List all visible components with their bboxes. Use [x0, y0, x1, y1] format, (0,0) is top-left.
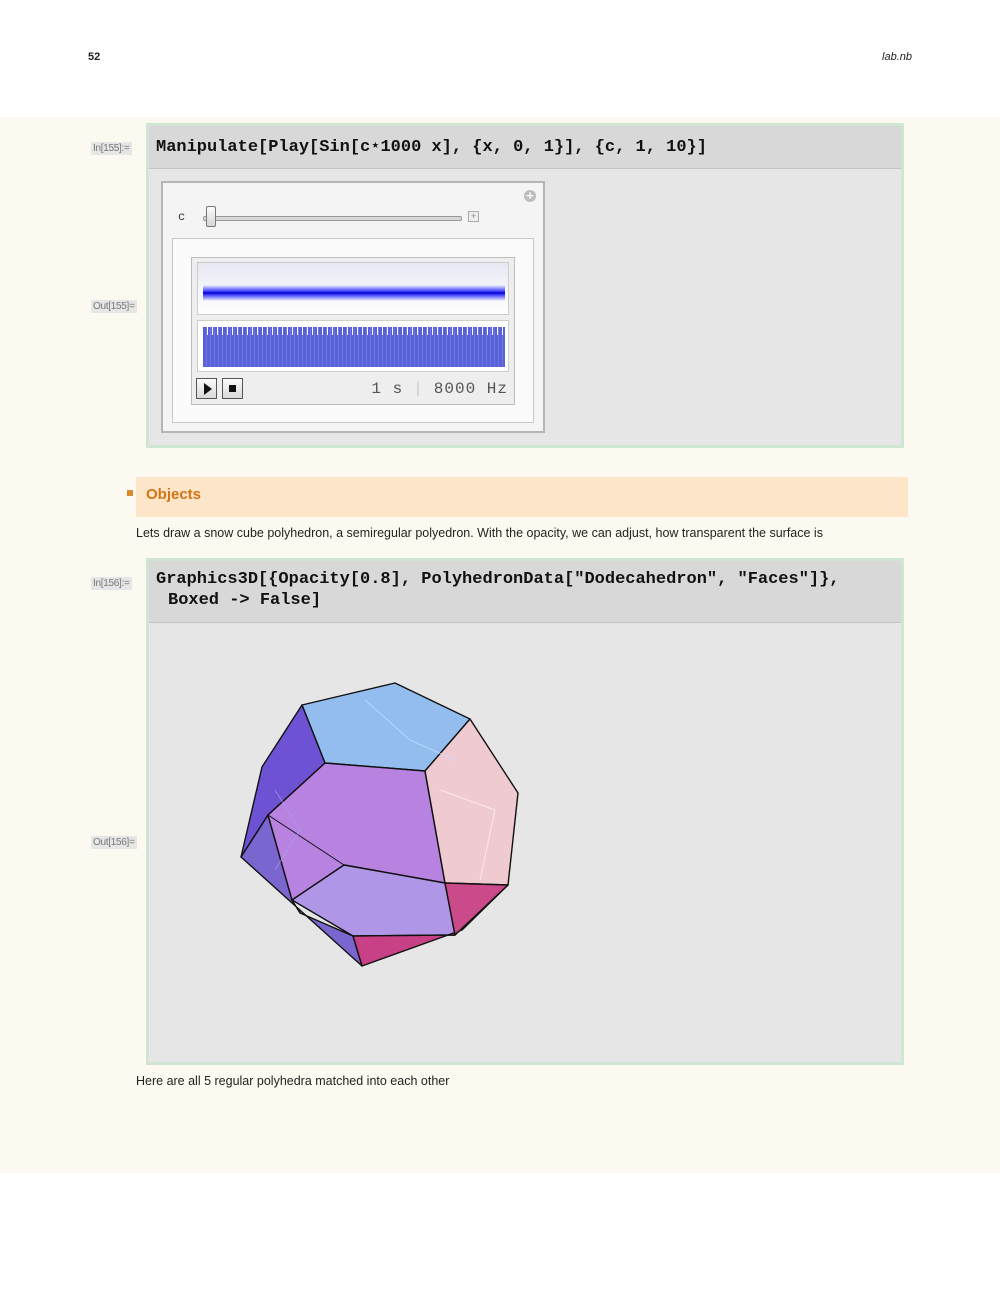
input-label-155: In[155]:= — [93, 143, 130, 154]
section-title: Objects — [146, 486, 202, 503]
slider-expand-icon[interactable]: + — [468, 211, 479, 222]
slider-label: c — [178, 210, 186, 224]
page-number: 52 — [88, 51, 101, 63]
input-label-156: In[156]:= — [93, 578, 130, 589]
sound-sample-rate: 8000 Hz — [433, 380, 508, 398]
outro-text: Here are all 5 regular polyhedra matched into each other — [136, 1074, 450, 1088]
output-label-156: Out[156]= — [93, 837, 135, 848]
output-label-155: Out[155]= — [93, 301, 135, 312]
file-name: lab.nb — [882, 51, 912, 63]
sound-duration: 1 s — [371, 380, 404, 398]
code-line: Manipulate[Play[Sin[c⋆1000 x], {x, 0, 1}], {c, 1, 10}] — [156, 138, 707, 157]
code-line: Graphics3D[{Opacity[0.8], PolyhedronData["Dodecahedron", "Faces"]}, — [156, 570, 840, 589]
intro-text: Lets draw a snow cube polyhedron, a semiregular polyedron. With the opacity, we can adjust, how transparent the surface is — [136, 526, 823, 540]
plus-icon[interactable]: + — [525, 189, 535, 202]
code-line: Boxed -> False] — [168, 591, 322, 610]
bottom-right-face — [445, 883, 508, 935]
separator: | — [413, 380, 424, 398]
